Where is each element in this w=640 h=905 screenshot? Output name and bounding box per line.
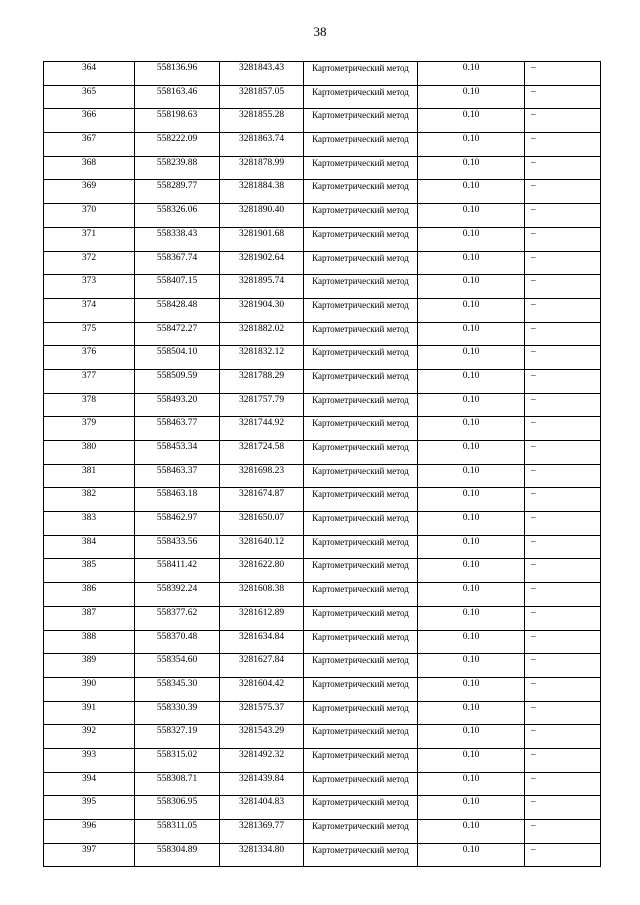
x-coordinate-cell: 558453.34 xyxy=(135,441,220,465)
x-coordinate-cell: 558377.62 xyxy=(135,606,220,630)
table-row xyxy=(44,583,601,607)
coordinates-table xyxy=(43,61,601,867)
x-coordinate-cell: 558407.15 xyxy=(135,275,220,299)
point-number-cell: 378 xyxy=(44,393,135,417)
method-cell: Картометрический метод xyxy=(304,630,418,654)
x-coordinate-cell: 558306.95 xyxy=(135,796,220,820)
y-coordinate-cell: 3281855.28 xyxy=(220,109,304,133)
table-row xyxy=(44,559,601,583)
table-row xyxy=(44,512,601,536)
note-cell: – xyxy=(525,701,601,725)
method-cell: Картометрический метод xyxy=(304,488,418,512)
note-cell: – xyxy=(525,298,601,322)
point-number-cell: 377 xyxy=(44,369,135,393)
table-row xyxy=(44,820,601,844)
note-cell: – xyxy=(525,204,601,228)
point-number-cell: 375 xyxy=(44,322,135,346)
x-coordinate-cell: 558330.39 xyxy=(135,701,220,725)
method-cell: Картометрический метод xyxy=(304,62,418,86)
note-cell: – xyxy=(525,62,601,86)
table-row xyxy=(44,606,601,630)
method-cell: Картометрический метод xyxy=(304,464,418,488)
x-coordinate-cell: 558463.18 xyxy=(135,488,220,512)
note-cell: – xyxy=(525,654,601,678)
table-row xyxy=(44,109,601,133)
error-cell: 0.10 xyxy=(418,251,525,275)
y-coordinate-cell: 3281878.99 xyxy=(220,156,304,180)
error-cell: 0.10 xyxy=(418,677,525,701)
y-coordinate-cell: 3281604.42 xyxy=(220,677,304,701)
x-coordinate-cell: 558428.48 xyxy=(135,298,220,322)
method-cell: Картометрический метод xyxy=(304,204,418,228)
y-coordinate-cell: 3281724.58 xyxy=(220,441,304,465)
y-coordinate-cell: 3281902.64 xyxy=(220,251,304,275)
y-coordinate-cell: 3281788.29 xyxy=(220,369,304,393)
method-cell: Картометрический метод xyxy=(304,156,418,180)
x-coordinate-cell: 558370.48 xyxy=(135,630,220,654)
point-number-cell: 366 xyxy=(44,109,135,133)
point-number-cell: 396 xyxy=(44,820,135,844)
x-coordinate-cell: 558433.56 xyxy=(135,535,220,559)
y-coordinate-cell: 3281334.80 xyxy=(220,843,304,867)
table-row xyxy=(44,346,601,370)
y-coordinate-cell: 3281698.23 xyxy=(220,464,304,488)
method-cell: Картометрический метод xyxy=(304,820,418,844)
method-cell: Картометрический метод xyxy=(304,85,418,109)
table-row xyxy=(44,441,601,465)
point-number-cell: 369 xyxy=(44,180,135,204)
table-row xyxy=(44,725,601,749)
x-coordinate-cell: 558392.24 xyxy=(135,583,220,607)
x-coordinate-cell: 558327.19 xyxy=(135,725,220,749)
table-body xyxy=(44,62,601,867)
method-cell: Картометрический метод xyxy=(304,535,418,559)
table-row xyxy=(44,654,601,678)
note-cell: – xyxy=(525,346,601,370)
error-cell: 0.10 xyxy=(418,488,525,512)
method-cell: Картометрический метод xyxy=(304,133,418,157)
point-number-cell: 370 xyxy=(44,204,135,228)
table-row xyxy=(44,535,601,559)
error-cell: 0.10 xyxy=(418,772,525,796)
x-coordinate-cell: 558222.09 xyxy=(135,133,220,157)
table-row xyxy=(44,369,601,393)
method-cell: Картометрический метод xyxy=(304,441,418,465)
y-coordinate-cell: 3281757.79 xyxy=(220,393,304,417)
point-number-cell: 380 xyxy=(44,441,135,465)
y-coordinate-cell: 3281634.84 xyxy=(220,630,304,654)
x-coordinate-cell: 558315.02 xyxy=(135,748,220,772)
method-cell: Картометрический метод xyxy=(304,677,418,701)
method-cell: Картометрический метод xyxy=(304,369,418,393)
error-cell: 0.10 xyxy=(418,227,525,251)
point-number-cell: 390 xyxy=(44,677,135,701)
error-cell: 0.10 xyxy=(418,369,525,393)
x-coordinate-cell: 558472.27 xyxy=(135,322,220,346)
point-number-cell: 373 xyxy=(44,275,135,299)
table-row xyxy=(44,772,601,796)
point-number-cell: 388 xyxy=(44,630,135,654)
x-coordinate-cell: 558493.20 xyxy=(135,393,220,417)
method-cell: Картометрический метод xyxy=(304,298,418,322)
error-cell: 0.10 xyxy=(418,180,525,204)
error-cell: 0.10 xyxy=(418,583,525,607)
y-coordinate-cell: 3281882.02 xyxy=(220,322,304,346)
y-coordinate-cell: 3281404.83 xyxy=(220,796,304,820)
error-cell: 0.10 xyxy=(418,62,525,86)
error-cell: 0.10 xyxy=(418,346,525,370)
x-coordinate-cell: 558463.37 xyxy=(135,464,220,488)
method-cell: Картометрический метод xyxy=(304,725,418,749)
y-coordinate-cell: 3281904.30 xyxy=(220,298,304,322)
method-cell: Картометрический метод xyxy=(304,275,418,299)
method-cell: Картометрический метод xyxy=(304,796,418,820)
method-cell: Картометрический метод xyxy=(304,606,418,630)
y-coordinate-cell: 3281439.84 xyxy=(220,772,304,796)
note-cell: – xyxy=(525,630,601,654)
table-row xyxy=(44,156,601,180)
y-coordinate-cell: 3281622.80 xyxy=(220,559,304,583)
x-coordinate-cell: 558411.42 xyxy=(135,559,220,583)
error-cell: 0.10 xyxy=(418,820,525,844)
table-row xyxy=(44,796,601,820)
error-cell: 0.10 xyxy=(418,535,525,559)
note-cell: – xyxy=(525,322,601,346)
note-cell: – xyxy=(525,251,601,275)
table-row xyxy=(44,62,601,86)
x-coordinate-cell: 558136.96 xyxy=(135,62,220,86)
method-cell: Картометрический метод xyxy=(304,346,418,370)
x-coordinate-cell: 558163.46 xyxy=(135,85,220,109)
error-cell: 0.10 xyxy=(418,512,525,536)
y-coordinate-cell: 3281901.68 xyxy=(220,227,304,251)
error-cell: 0.10 xyxy=(418,298,525,322)
error-cell: 0.10 xyxy=(418,393,525,417)
point-number-cell: 387 xyxy=(44,606,135,630)
method-cell: Картометрический метод xyxy=(304,748,418,772)
note-cell: – xyxy=(525,772,601,796)
note-cell: – xyxy=(525,275,601,299)
note-cell: – xyxy=(525,393,601,417)
error-cell: 0.10 xyxy=(418,606,525,630)
y-coordinate-cell: 3281884.38 xyxy=(220,180,304,204)
table-row xyxy=(44,677,601,701)
point-number-cell: 386 xyxy=(44,583,135,607)
point-number-cell: 392 xyxy=(44,725,135,749)
method-cell: Картометрический метод xyxy=(304,772,418,796)
method-cell: Картометрический метод xyxy=(304,322,418,346)
table-row xyxy=(44,322,601,346)
note-cell: – xyxy=(525,464,601,488)
point-number-cell: 385 xyxy=(44,559,135,583)
error-cell: 0.10 xyxy=(418,417,525,441)
y-coordinate-cell: 3281575.37 xyxy=(220,701,304,725)
point-number-cell: 397 xyxy=(44,843,135,867)
note-cell: – xyxy=(525,488,601,512)
error-cell: 0.10 xyxy=(418,725,525,749)
x-coordinate-cell: 558304.89 xyxy=(135,843,220,867)
point-number-cell: 395 xyxy=(44,796,135,820)
x-coordinate-cell: 558504.10 xyxy=(135,346,220,370)
y-coordinate-cell: 3281863.74 xyxy=(220,133,304,157)
method-cell: Картометрический метод xyxy=(304,417,418,441)
error-cell: 0.10 xyxy=(418,322,525,346)
table-row xyxy=(44,133,601,157)
error-cell: 0.10 xyxy=(418,441,525,465)
y-coordinate-cell: 3281608.38 xyxy=(220,583,304,607)
y-coordinate-cell: 3281543.29 xyxy=(220,725,304,749)
method-cell: Картометрический метод xyxy=(304,251,418,275)
error-cell: 0.10 xyxy=(418,133,525,157)
x-coordinate-cell: 558367.74 xyxy=(135,251,220,275)
y-coordinate-cell: 3281492.32 xyxy=(220,748,304,772)
error-cell: 0.10 xyxy=(418,275,525,299)
y-coordinate-cell: 3281744.92 xyxy=(220,417,304,441)
x-coordinate-cell: 558354.60 xyxy=(135,654,220,678)
method-cell: Картометрический метод xyxy=(304,393,418,417)
note-cell: – xyxy=(525,85,601,109)
error-cell: 0.10 xyxy=(418,109,525,133)
note-cell: – xyxy=(525,441,601,465)
table-row xyxy=(44,488,601,512)
note-cell: – xyxy=(525,677,601,701)
table-row xyxy=(44,204,601,228)
point-number-cell: 364 xyxy=(44,62,135,86)
point-number-cell: 368 xyxy=(44,156,135,180)
x-coordinate-cell: 558311.05 xyxy=(135,820,220,844)
x-coordinate-cell: 558463.77 xyxy=(135,417,220,441)
table-row xyxy=(44,85,601,109)
note-cell: – xyxy=(525,417,601,441)
note-cell: – xyxy=(525,535,601,559)
point-number-cell: 393 xyxy=(44,748,135,772)
table-row xyxy=(44,417,601,441)
method-cell: Картометрический метод xyxy=(304,109,418,133)
table-row xyxy=(44,227,601,251)
method-cell: Картометрический метод xyxy=(304,180,418,204)
table-row xyxy=(44,180,601,204)
x-coordinate-cell: 558326.06 xyxy=(135,204,220,228)
error-cell: 0.10 xyxy=(418,204,525,228)
point-number-cell: 384 xyxy=(44,535,135,559)
table-row xyxy=(44,464,601,488)
error-cell: 0.10 xyxy=(418,701,525,725)
method-cell: Картометрический метод xyxy=(304,559,418,583)
point-number-cell: 372 xyxy=(44,251,135,275)
table-row xyxy=(44,298,601,322)
note-cell: – xyxy=(525,583,601,607)
table-row xyxy=(44,630,601,654)
note-cell: – xyxy=(525,820,601,844)
note-cell: – xyxy=(525,512,601,536)
x-coordinate-cell: 558338.43 xyxy=(135,227,220,251)
x-coordinate-cell: 558345.30 xyxy=(135,677,220,701)
error-cell: 0.10 xyxy=(418,630,525,654)
note-cell: – xyxy=(525,748,601,772)
x-coordinate-cell: 558308.71 xyxy=(135,772,220,796)
x-coordinate-cell: 558239.88 xyxy=(135,156,220,180)
y-coordinate-cell: 3281369.77 xyxy=(220,820,304,844)
point-number-cell: 365 xyxy=(44,85,135,109)
table-row xyxy=(44,251,601,275)
y-coordinate-cell: 3281832.12 xyxy=(220,346,304,370)
method-cell: Картометрический метод xyxy=(304,701,418,725)
y-coordinate-cell: 3281890.40 xyxy=(220,204,304,228)
page-number: 38 xyxy=(313,24,327,39)
x-coordinate-cell: 558289.77 xyxy=(135,180,220,204)
error-cell: 0.10 xyxy=(418,464,525,488)
point-number-cell: 367 xyxy=(44,133,135,157)
y-coordinate-cell: 3281843.43 xyxy=(220,62,304,86)
error-cell: 0.10 xyxy=(418,85,525,109)
x-coordinate-cell: 558509.59 xyxy=(135,369,220,393)
point-number-cell: 394 xyxy=(44,772,135,796)
note-cell: – xyxy=(525,109,601,133)
y-coordinate-cell: 3281640.12 xyxy=(220,535,304,559)
note-cell: – xyxy=(525,725,601,749)
point-number-cell: 374 xyxy=(44,298,135,322)
point-number-cell: 379 xyxy=(44,417,135,441)
note-cell: – xyxy=(525,606,601,630)
table-row xyxy=(44,275,601,299)
table-row xyxy=(44,748,601,772)
error-cell: 0.10 xyxy=(418,843,525,867)
point-number-cell: 381 xyxy=(44,464,135,488)
method-cell: Картометрический метод xyxy=(304,654,418,678)
y-coordinate-cell: 3281857.05 xyxy=(220,85,304,109)
y-coordinate-cell: 3281612.89 xyxy=(220,606,304,630)
y-coordinate-cell: 3281627.84 xyxy=(220,654,304,678)
point-number-cell: 391 xyxy=(44,701,135,725)
point-number-cell: 376 xyxy=(44,346,135,370)
note-cell: – xyxy=(525,156,601,180)
table-row xyxy=(44,393,601,417)
note-cell: – xyxy=(525,796,601,820)
error-cell: 0.10 xyxy=(418,796,525,820)
method-cell: Картометрический метод xyxy=(304,843,418,867)
note-cell: – xyxy=(525,180,601,204)
method-cell: Картометрический метод xyxy=(304,227,418,251)
point-number-cell: 371 xyxy=(44,227,135,251)
point-number-cell: 389 xyxy=(44,654,135,678)
y-coordinate-cell: 3281674.87 xyxy=(220,488,304,512)
y-coordinate-cell: 3281650.07 xyxy=(220,512,304,536)
table-row xyxy=(44,701,601,725)
error-cell: 0.10 xyxy=(418,654,525,678)
table-row xyxy=(44,843,601,867)
x-coordinate-cell: 558198.63 xyxy=(135,109,220,133)
note-cell: – xyxy=(525,559,601,583)
error-cell: 0.10 xyxy=(418,559,525,583)
point-number-cell: 382 xyxy=(44,488,135,512)
point-number-cell: 383 xyxy=(44,512,135,536)
note-cell: – xyxy=(525,369,601,393)
note-cell: – xyxy=(525,843,601,867)
y-coordinate-cell: 3281895.74 xyxy=(220,275,304,299)
error-cell: 0.10 xyxy=(418,748,525,772)
error-cell: 0.10 xyxy=(418,156,525,180)
note-cell: – xyxy=(525,133,601,157)
method-cell: Картометрический метод xyxy=(304,512,418,536)
note-cell: – xyxy=(525,227,601,251)
method-cell: Картометрический метод xyxy=(304,583,418,607)
x-coordinate-cell: 558462.97 xyxy=(135,512,220,536)
